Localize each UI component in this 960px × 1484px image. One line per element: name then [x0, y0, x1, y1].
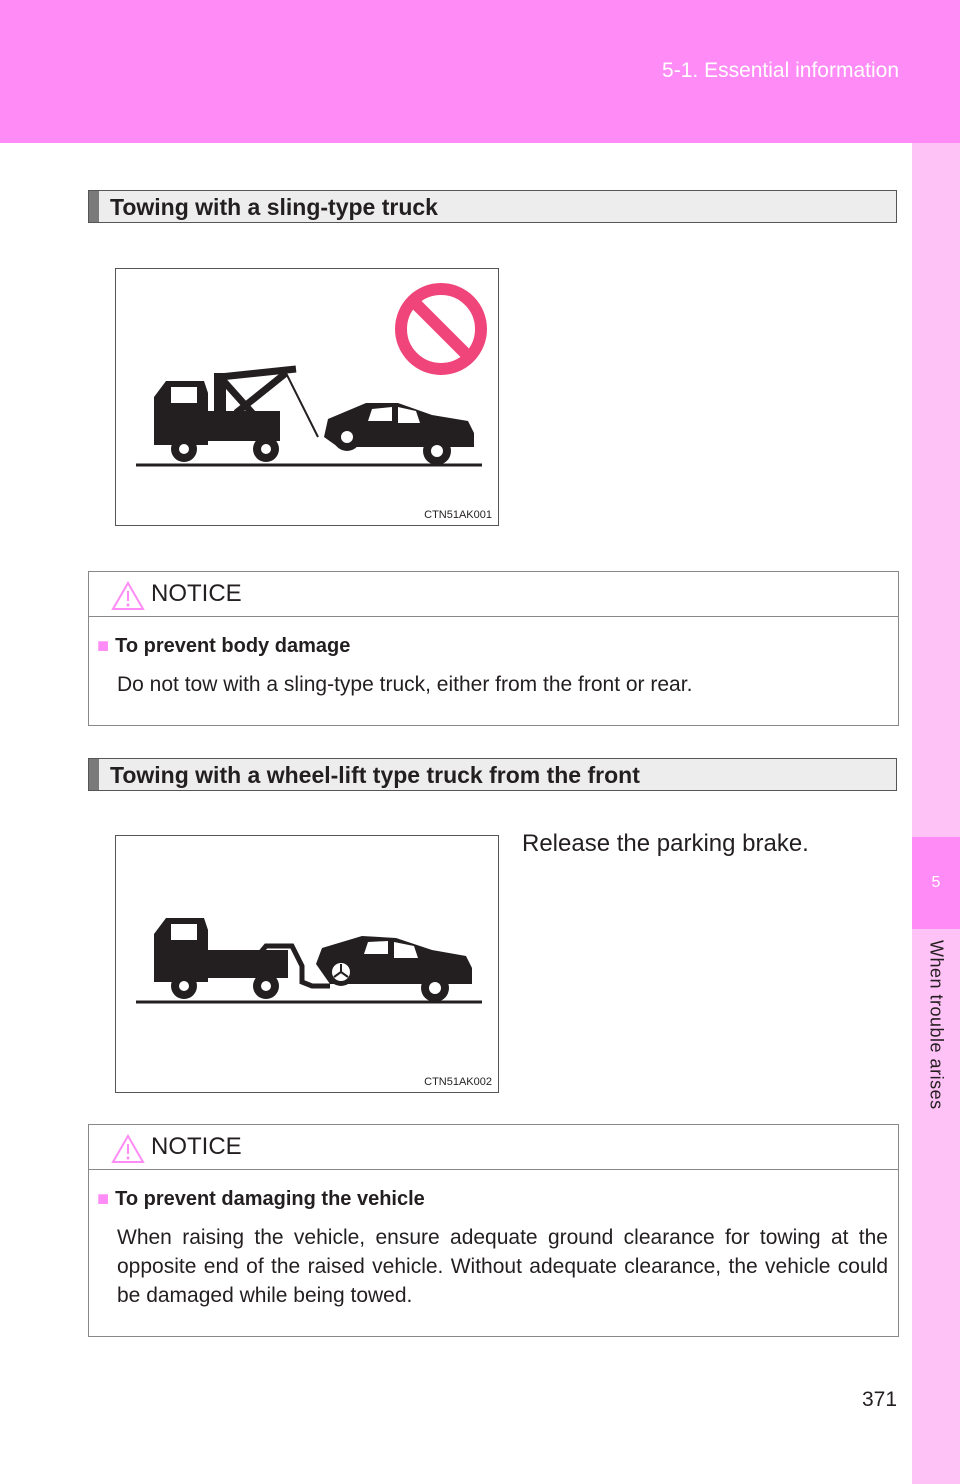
square-bullet-icon: ■: [97, 1188, 110, 1210]
page-header: [0, 0, 960, 143]
notice-subheading-text: To prevent damaging the vehicle: [115, 1188, 425, 1210]
notice-label: NOTICE: [151, 1133, 242, 1160]
warning-triangle-icon: [111, 1134, 145, 1164]
heading-bar: [89, 759, 99, 790]
notice-header: [89, 572, 898, 617]
side-strip: [912, 143, 960, 1484]
chapter-title-tab: [912, 940, 960, 1140]
instruction-text: Release the parking brake.: [522, 830, 809, 857]
section-breadcrumb: 5-1. Essential information: [662, 59, 899, 82]
figure-code: CTN51AK001: [424, 509, 492, 521]
wheel-lift-illustration: [116, 836, 500, 1094]
notice-header: [89, 1125, 898, 1170]
figure-code: CTN51AK002: [424, 1076, 492, 1088]
chapter-title: When trouble arises: [926, 940, 947, 1110]
sling-truck-illustration: [116, 269, 500, 527]
car-icon: [324, 403, 474, 465]
notice-box-body-damage: [88, 571, 899, 726]
section-title: Towing with a wheel-lift type truck from the front: [110, 762, 640, 788]
page-number: 371: [862, 1388, 898, 1411]
notice-box-vehicle-damage: [88, 1124, 899, 1337]
square-bullet-icon: ■: [97, 635, 110, 657]
notice-text: When raising the vehicle, ensure adequate ground clearance for towing at the opposite end of the raised vehicle. Without adequate clearance, the vehicle could be damaged while being towed.: [117, 1226, 888, 1307]
notice-subheading: [97, 635, 888, 658]
warning-triangle-icon: [111, 581, 145, 611]
tow-truck-icon: [154, 369, 318, 462]
prohibited-icon: [401, 289, 481, 369]
car-icon: [316, 936, 472, 1002]
section-title: Towing with a sling-type truck: [110, 194, 438, 220]
figure-sling-truck: [115, 268, 499, 526]
notice-subheading: [97, 1188, 888, 1211]
section-heading-sling: [88, 190, 897, 223]
tow-truck-icon: [154, 918, 330, 999]
figure-wheel-lift-truck: [115, 835, 499, 1093]
notice-text: Do not tow with a sling-type truck, either from the front or rear.: [117, 673, 693, 696]
notice-label: NOTICE: [151, 580, 242, 607]
section-heading-wheel-lift: [88, 758, 897, 791]
chapter-number: 5: [931, 874, 941, 891]
heading-bar: [89, 191, 99, 222]
chapter-number-tab[interactable]: [912, 837, 960, 929]
notice-subheading-text: To prevent body damage: [115, 635, 351, 657]
